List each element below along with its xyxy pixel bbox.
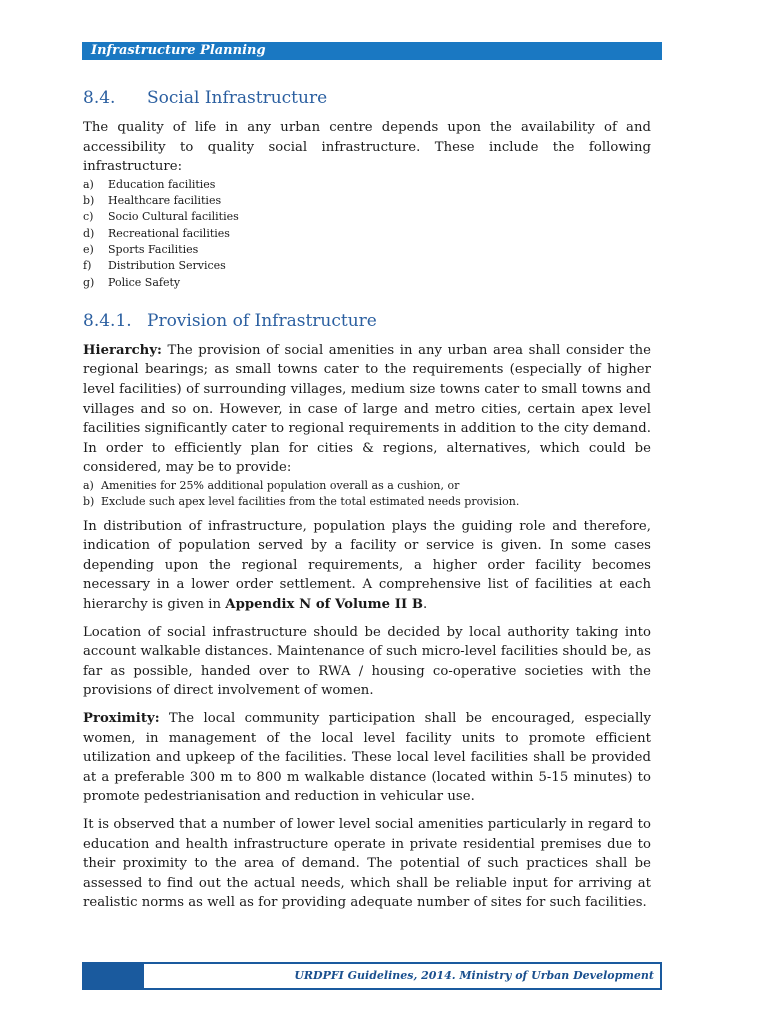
list-item: f) Distribution Services	[83, 259, 226, 273]
section-title: Social Infrastructure	[147, 88, 328, 108]
list-item: c) Socio Cultural facilities	[83, 210, 239, 224]
running-header-title: Infrastructure Planning	[91, 43, 266, 58]
footer-text: URDPFI Guidelines, 2014. Ministry of Urban Development	[294, 969, 654, 982]
section-number: 8.4.	[83, 88, 116, 108]
list-item: g) Police Safety	[83, 275, 181, 289]
proximity-label: Proximity:	[83, 710, 160, 726]
appendix-reference: Appendix N of Volume II B	[225, 596, 424, 612]
section-heading-8-4	[83, 86, 651, 110]
list-item: b) Healthcare facilities	[83, 194, 222, 208]
proximity-paragraph: Proximity: The local community participation shall be encouraged, especially women, in management of the local level facility units to promote efficient utilization and upkeep of the facilities. These local level facilities shall be provided at a preferable 300 m to 800 m walkable distance (located within 5-15 minutes) to promote pedestrianisation and reduction in vehicular use.	[83, 710, 651, 805]
running-footer	[82, 962, 662, 990]
list-item: a) Education facilities	[83, 177, 216, 191]
footer-page-block	[84, 964, 144, 988]
alternatives-list	[83, 478, 651, 511]
location-paragraph: Location of social infrastructure should be decided by local authority taking into account walkable distances. Maintenance of such micro-level facilities should be, as far as possible, handed over to RWA / housing co-operative societies with the provisions of direct involvement of women.	[83, 624, 651, 699]
section-heading-8-4-1	[83, 309, 651, 333]
list-item: e) Sports Facilities	[83, 242, 199, 256]
intro-paragraph: The quality of life in any urban centre depends upon the availability of and accessibility to quality social infrastructure. These include the following infrastructure:	[83, 120, 651, 175]
running-header	[82, 42, 662, 60]
section-number: 8.4.1.	[83, 310, 132, 331]
section-title: Provision of Infrastructure	[147, 310, 377, 331]
hierarchy-label: Hierarchy:	[83, 342, 162, 358]
list-item: d) Recreational facilities	[83, 226, 230, 240]
observed-paragraph: It is observed that a number of lower level social amenities particularly in regard to education and health infrastructure operate in private residential premises due to their proximity to the area of demand. The potential of such practices shall be assessed to find out the actual needs, which shall be reliable input for arriving at realistic norms as well as for providing adequate number of sites for such facilities.	[83, 816, 651, 911]
page-content	[83, 86, 651, 913]
distribution-paragraph: In distribution of infrastructure, population plays the guiding role and therefore, indication of population served by a facility or service is given. In some cases depending upon the regional requirements, a higher order facility becomes necessary in a lower order settlement. A comprehensive list of facilities at each hierarchy is given in Appendix N of Volume II B.	[83, 518, 651, 612]
facility-list	[83, 177, 651, 291]
list-item: a) Amenities for 25% additional population overall as a cushion, or	[83, 479, 460, 493]
hierarchy-paragraph: Hierarchy: The provision of social amenities in any urban area shall consider the regional bearings; as small towns cater to the requirements (especially of higher level facilities) of surrounding villages, medium size towns cater to small towns and villages and so on. However, in case of large and metro cities, certain apex level facilities significantly cater to regional requirements in addition to the city demand. In order to efficiently plan for cities & regions, alternatives, which could be considered, may be to provide:	[83, 342, 651, 476]
list-item: b) Exclude such apex level facilities from the total estimated needs provision.	[83, 495, 520, 509]
